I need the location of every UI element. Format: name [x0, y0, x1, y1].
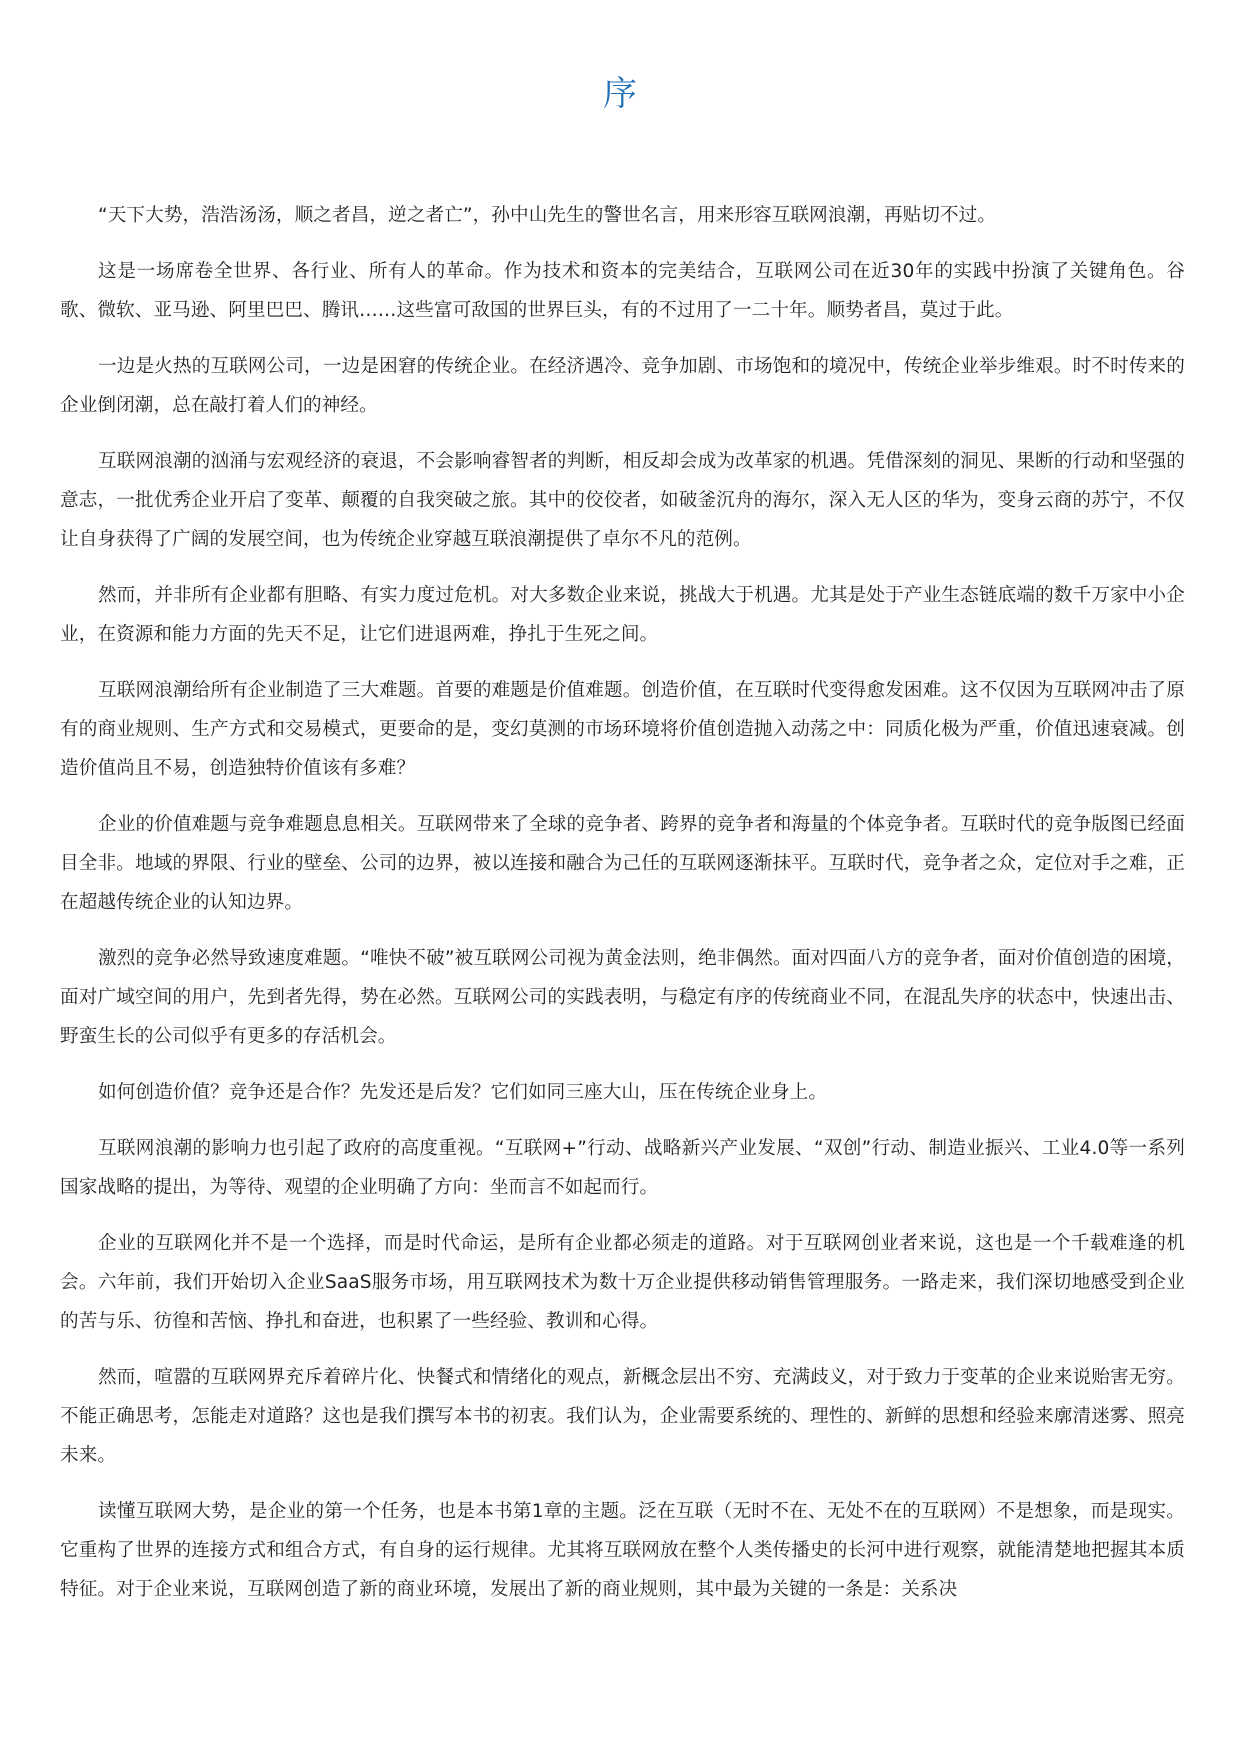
paragraph: “天下大势，浩浩汤汤，顺之者昌，逆之者亡”，孙中山先生的警世名言，用来形容互联网浪潮，再贴切不过。: [98, 205, 997, 226]
page-title: 序: [603, 74, 637, 114]
paragraph: 读懂互联网大势，是企业的第一个任务，也是本书第1章的主题。泛在互联（无时不在、无处不在的互联网）不是想象，而是现实。它重构了世界的连接方式和组合方式，有自身的运行规律。尤其将互联网放在整个人类传播史的长河中进行观察，就能清楚地把握其本质特征。对于企业来说，互联网创造了新的商业环境，发展出了新的商业规则，其中最为关键的一条是：关系决: [60, 1501, 1185, 1600]
paragraph: 一边是火热的互联网公司，一边是困窘的传统企业。在经济遇冷、竞争加剧、市场饱和的境况中，传统企业举步维艰。时不时传来的企业倒闭潮，总在敲打着人们的神经。: [60, 356, 1185, 416]
paragraph: 企业的互联网化并不是一个选择，而是时代命运，是所有企业都必须走的道路。对于互联网创业者来说，这也是一个千载难逢的机会。六年前，我们开始切入企业SaaS服务市场，用互联网技术为数十万企业提供移动销售管理服务。一路走来，我们深切地感受到企业的苦与乐、彷徨和苦恼、挣扎和奋进，也积累了一些经验、教训和心得。: [60, 1233, 1185, 1332]
body-text: [60, 196, 1185, 1626]
paragraph: 如何创造价值？竞争还是合作？先发还是后发？它们如同三座大山，压在传统企业身上。: [98, 1082, 828, 1103]
paragraph: 互联网浪潮给所有企业制造了三大难题。首要的难题是价值难题。创造价值，在互联时代变得愈发困难。这不仅因为互联网冲击了原有的商业规则、生产方式和交易模式，更要命的是，变幻莫测的市场环境将价值创造抛入动荡之中：同质化极为严重，价值迅速衰减。创造价值尚且不易，创造独特价值该有多难？: [60, 680, 1185, 779]
paragraph: 然而，喧嚣的互联网界充斥着碎片化、快餐式和情绪化的观点，新概念层出不穷、充满歧义，对于致力于变革的企业来说贻害无穷。不能正确思考，怎能走对道路？这也是我们撰写本书的初衷。我们认为，企业需要系统的、理性的、新鲜的思想和经验来廓清迷雾、照亮未来。: [60, 1367, 1185, 1466]
paragraph: 激烈的竞争必然导致速度难题。“唯快不破”被互联网公司视为黄金法则，绝非偶然。面对四面八方的竞争者，面对价值创造的困境，面对广域空间的用户，先到者先得，势在必然。互联网公司的实践表明，与稳定有序的传统商业不同，在混乱失序的状态中，快速出击、野蛮生长的公司似乎有更多的存活机会。: [60, 948, 1185, 1047]
paragraph: 然而，并非所有企业都有胆略、有实力度过危机。对大多数企业来说，挑战大于机遇。尤其是处于产业生态链底端的数千万家中小企业，在资源和能力方面的先天不足，让它们进退两难，挣扎于生死之间。: [60, 585, 1185, 645]
paragraph: 互联网浪潮的汹涌与宏观经济的衰退，不会影响睿智者的判断，相反却会成为改革家的机遇。凭借深刻的洞见、果断的行动和坚强的意志，一批优秀企业开启了变革、颠覆的自我突破之旅。其中的佼佼者，如破釜沉舟的海尔，深入无人区的华为，变身云商的苏宁，不仅让自身获得了广阔的发展空间，也为传统企业穿越互联浪潮提供了卓尔不凡的范例。: [60, 451, 1185, 550]
paragraph: 这是一场席卷全世界、各行业、所有人的革命。作为技术和资本的完美结合，互联网公司在近30年的实践中扮演了关键角色。谷歌、微软、亚马逊、阿里巴巴、腾讯……这些富可敌国的世界巨头，有的不过用了一二十年。顺势者昌，莫过于此。: [60, 261, 1185, 321]
paragraph: 企业的价值难题与竞争难题息息相关。互联网带来了全球的竞争者、跨界的竞争者和海量的个体竞争者。互联时代的竞争版图已经面目全非。地域的界限、行业的壁垒、公司的边界，被以连接和融合为己任的互联网逐渐抹平。互联时代，竞争者之众，定位对手之难，正在超越传统企业的认知边界。: [60, 814, 1185, 913]
paragraph: 互联网浪潮的影响力也引起了政府的高度重视。“互联网+”行动、战略新兴产业发展、“双创”行动、制造业振兴、工业4.0等一系列国家战略的提出，为等待、观望的企业明确了方向：坐而言不如起而行。: [60, 1138, 1185, 1198]
